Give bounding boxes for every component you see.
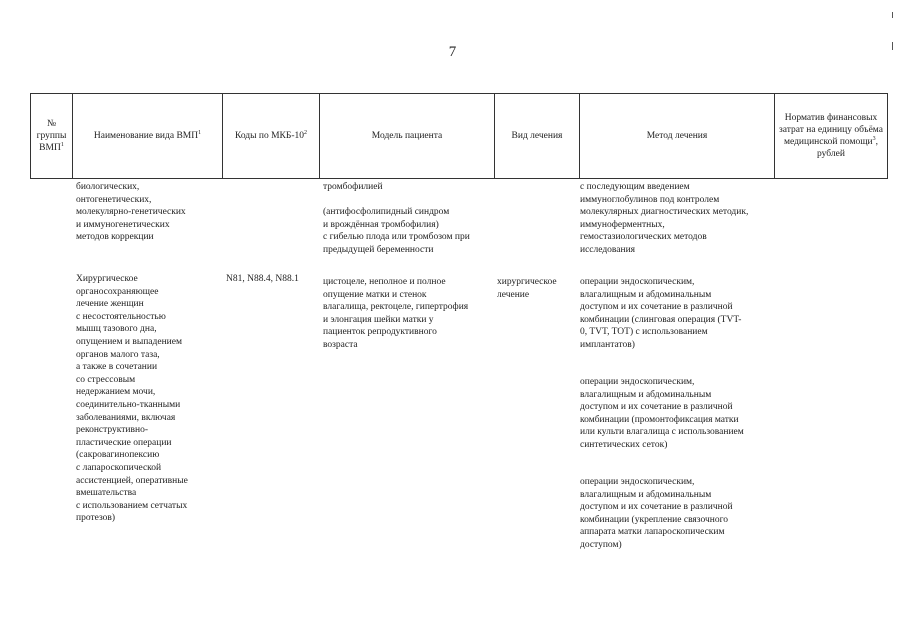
block2-treatment-type: хирургическое лечение — [497, 277, 557, 300]
block2-patient-model: цистоцеле, неполное и полное опущение матки и стенок влагалища, ректоцеле, гипертрофия и элонгация шейки матки у пациенток репродуктивного возраста — [323, 277, 469, 350]
scan-mark — [892, 12, 893, 18]
header-patient-model: Модель пациента — [320, 94, 495, 179]
header-group-no: № группы ВМП$^1$ — [31, 94, 73, 179]
header-treatment-method: Метод лечения — [580, 94, 775, 179]
block2-method-1: операции эндоскопическим, влагалищным и абдоминальным доступом и их сочетание в различной комбинации (слинговая операция (TVT- 0, TVT, TOT) с использованием имплантатов) — [580, 277, 742, 350]
page-number: 7 — [448, 44, 457, 60]
block2-vmp-name: Хирургическое органосохраняющее лечение женщин с несостоятельностью мышц тазового дна, опущением и выпадением органов малого таза, а также в сочетании со стрессовым недержанием мочи, соединительно-тканными заболеваниями, включая реконструктивно- пластические операции (сакровагинопексию с лапароскопической ассистенцией, оперативные вмешательства с использованием сетчатых протезов) — [76, 274, 188, 524]
block2-method-2: операции эндоскопическим, влагалищным и абдоминальным доступом и их сочетание в различной комбинации (промонтофиксация матки или культи влагалища с использованием синтетических сеток) — [580, 377, 744, 450]
block1-vmp-name: биологических, онтогенетических, молекулярно-генетических и иммуногенетических методов коррекции — [76, 182, 186, 243]
table-header — [30, 93, 888, 179]
scan-mark — [892, 42, 893, 50]
header-treatment-type: Вид лечения — [495, 94, 580, 179]
block2-codes: N81, N88.4, N88.1 — [226, 274, 299, 284]
header-icd-codes: Коды по МКБ-$10^2$ — [223, 94, 320, 179]
block1-method: с последующим введением иммуноглобулинов под контролем молекулярных диагностических методик, иммуноферментных, гемостазиологических методов исследования — [580, 182, 749, 255]
block2-method-3: операции эндоскопическим, влагалищным и абдоминальным доступом и их сочетание в различной комбинации (укрепление связочного аппарата матки лапароскопическим доступом) — [580, 477, 733, 550]
header-vmp-name: Наименование вида ВМП$^1$ — [73, 94, 223, 179]
block1-patient-model: тромбофилией (антифосфолипидный синдром и врождённая тромбофилия) с гибелью плода или тромбозом при предыдущей беременности — [323, 182, 470, 255]
header-financial-norm: Норматив финансовых затрат на единицу объёма медицинской помощи$^3$, рублей — [775, 94, 888, 179]
